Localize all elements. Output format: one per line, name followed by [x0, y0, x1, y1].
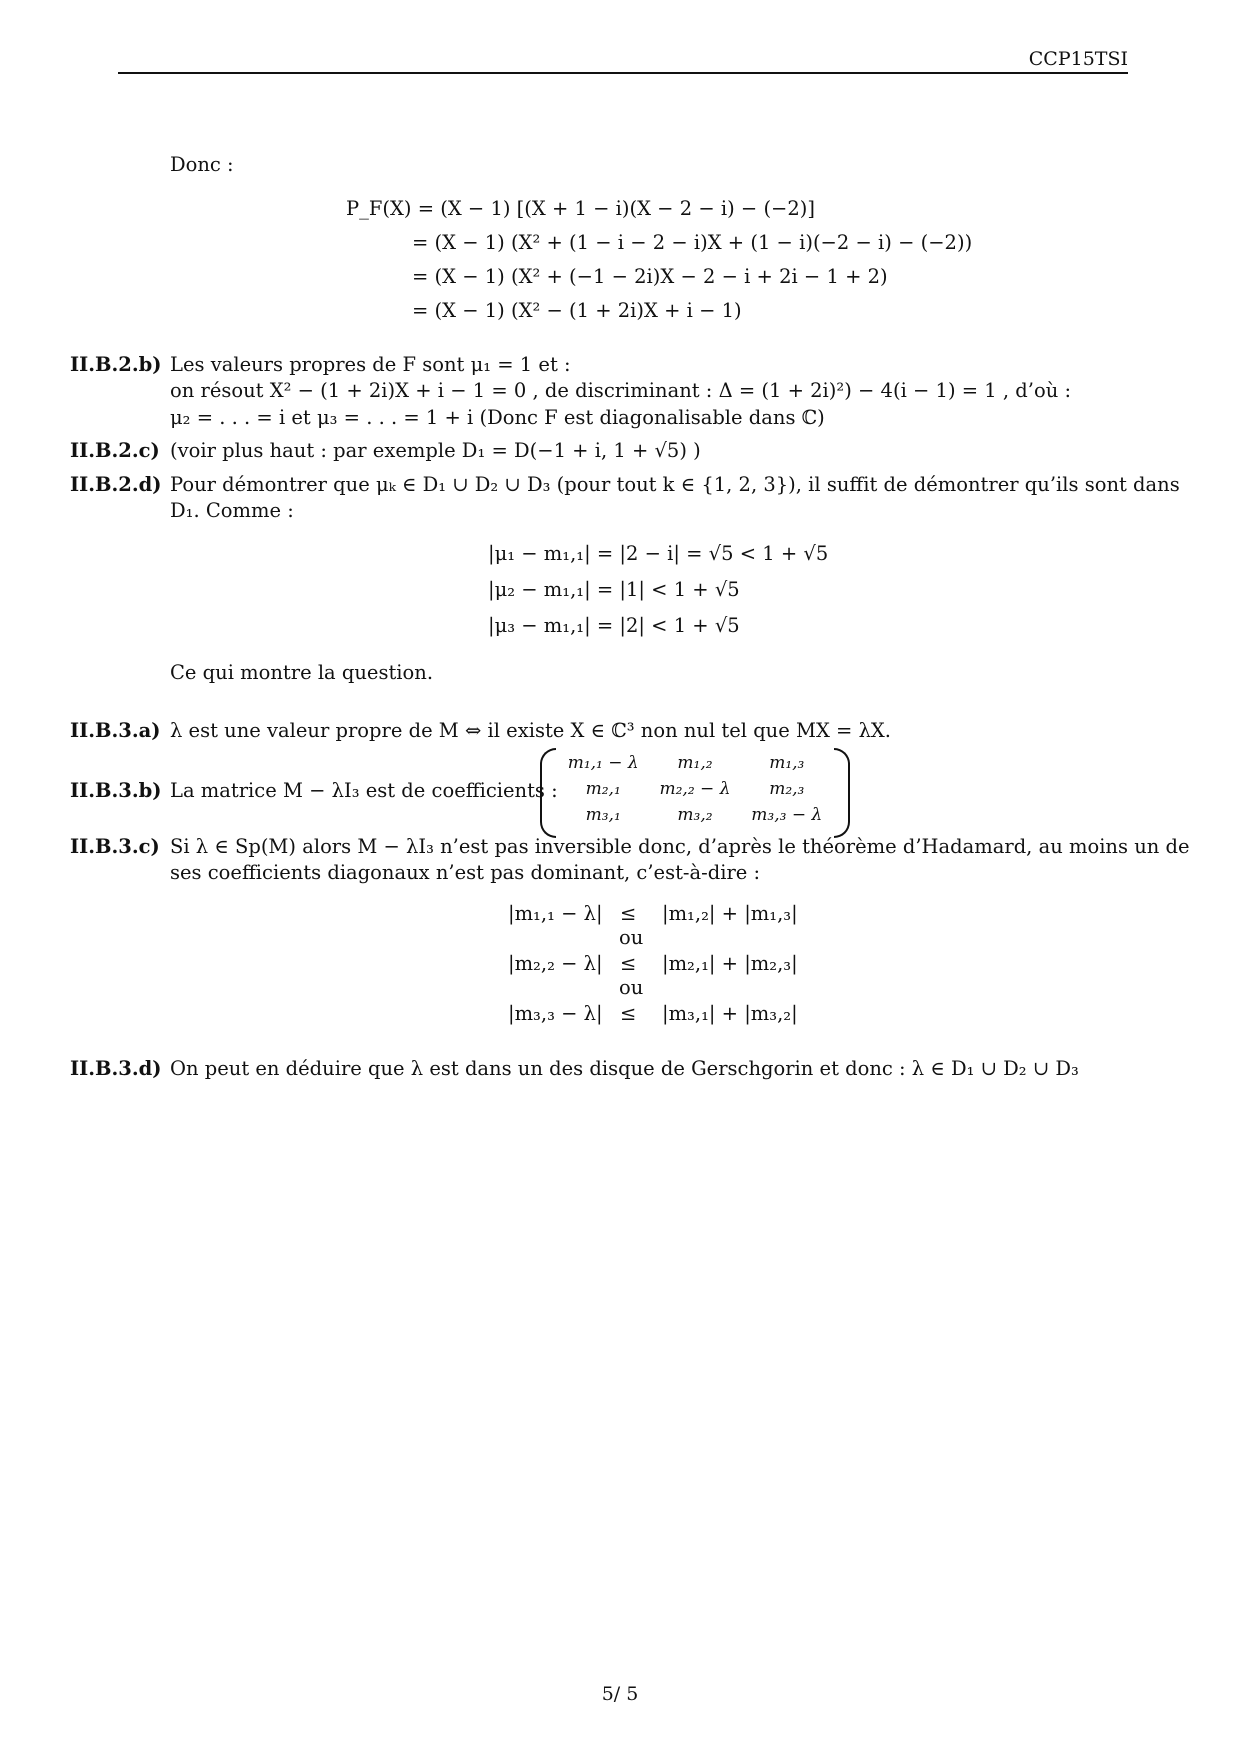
b2b-line-1: Les valeurs propres de F sont μ₁ = 1 et : — [170, 353, 571, 376]
b2d-conclusion: Ce qui montre la question. — [170, 661, 434, 684]
matrix-row — [558, 750, 832, 776]
inequality-left-1: |m₁,₁ − λ| — [508, 902, 603, 925]
question-label-b2d: II.B.2.d) — [70, 473, 162, 496]
intro-text: Donc : — [170, 153, 234, 176]
b3d-text: On peut en déduire que λ est dans un des disque de Gerschgorin et donc : λ ∈ D₁ ∪ D₂ ∪ D₃ — [170, 1057, 1079, 1080]
b2b-line-2: on résout X² − (1 + 2i)X + i − 1 = 0 , de discriminant : Δ = (1 + 2i)²) − 4(i − 1) = 1 , d’où : — [170, 379, 1072, 402]
connector-ou-2: ou — [619, 976, 644, 999]
inequality-right-3: |m₃,₁| + |m₃,₂| — [662, 1002, 798, 1025]
matrix-row — [558, 802, 832, 828]
matrix-cell: m₂,₃ — [769, 779, 805, 799]
matrix-cell: m₃,₃ − λ — [751, 805, 823, 825]
matrix-left-paren — [540, 748, 556, 838]
page-number: 5/ 5 — [601, 1683, 639, 1705]
inequality-relation-3: ≤ — [620, 1002, 637, 1025]
connector-ou-1: ou — [619, 926, 644, 949]
b2d-line-2: D₁. Comme : — [170, 499, 294, 522]
pf-equation-line-4: = (X − 1) (X² − (1 + 2i)X + i − 1) — [412, 299, 742, 322]
b3a-text: λ est une valeur propre de M ⇔ il existe X ∈ ℂ³ non nul tel que MX = λX. — [170, 719, 892, 742]
matrix-cell: m₁,₁ − λ — [567, 753, 639, 773]
pf-equation-line-2: = (X − 1) (X² + (1 − i − 2 − i)X + (1 − i)(−2 − i) − (−2)) — [412, 231, 973, 254]
question-label-b2b: II.B.2.b) — [70, 353, 162, 376]
question-label-b3c: II.B.3.c) — [70, 835, 160, 858]
question-label-b3b: II.B.3.b) — [70, 779, 162, 802]
b2d-line-1: Pour démontrer que μₖ ∈ D₁ ∪ D₂ ∪ D₃ (pour tout k ∈ {1, 2, 3}), il suffit de démontrer qu’ils sont dans — [170, 473, 1180, 496]
inequality-left-3: |m₃,₃ − λ| — [508, 1002, 603, 1025]
inequality-left-2: |m₂,₂ − λ| — [508, 952, 603, 975]
b3c-line-1: Si λ ∈ Sp(M) alors M − λI₃ n’est pas inversible donc, d’après le théorème d’Hadamard, au moins un de — [170, 835, 1190, 858]
page-header — [118, 44, 1128, 74]
matrix-body — [558, 750, 832, 828]
matrix-cell: m₂,₂ − λ — [659, 779, 731, 799]
inequality-relation-1: ≤ — [620, 902, 637, 925]
coefficient-matrix — [540, 748, 850, 834]
matrix-cell: m₁,₂ — [677, 753, 713, 773]
b2d-equation-3: |μ₃ − m₁,₁| = |2| < 1 + √5 — [488, 614, 740, 637]
question-label-b3d: II.B.3.d) — [70, 1057, 162, 1080]
b2d-equation-1: |μ₁ − m₁,₁| = |2 − i| = √5 < 1 + √5 — [488, 542, 829, 565]
b2c-text: (voir plus haut : par exemple D₁ = D(−1 + i, 1 + √5) ) — [170, 439, 701, 462]
matrix-cell: m₃,₂ — [677, 805, 713, 825]
pf-equation-line-3: = (X − 1) (X² + (−1 − 2i)X − 2 − i + 2i − 1 + 2) — [412, 265, 888, 288]
b3c-line-2: ses coefficients diagonaux n’est pas dominant, c’est-à-dire : — [170, 861, 761, 884]
header-code: CCP15TSI — [1028, 48, 1128, 70]
matrix-cell: m₃,₁ — [585, 805, 621, 825]
matrix-right-paren — [834, 748, 850, 838]
inequality-right-1: |m₁,₂| + |m₁,₃| — [662, 902, 798, 925]
b2b-line-3: μ₂ = . . . = i et μ₃ = . . . = 1 + i (Donc F est diagonalisable dans ℂ) — [170, 406, 825, 429]
question-label-b3a: II.B.3.a) — [70, 719, 161, 742]
inequality-relation-2: ≤ — [620, 952, 637, 975]
matrix-cell: m₂,₁ — [585, 779, 621, 799]
pf-equation-line-1: P_F(X) = (X − 1) [(X + 1 − i)(X − 2 − i) − (−2)] — [346, 197, 816, 220]
matrix-row — [558, 776, 832, 802]
matrix-cell: m₁,₃ — [769, 753, 805, 773]
question-label-b2c: II.B.2.c) — [70, 439, 160, 462]
b2d-equation-2: |μ₂ − m₁,₁| = |1| < 1 + √5 — [488, 578, 740, 601]
b3b-text: La matrice M − λI₃ est de coefficients : — [170, 779, 558, 802]
inequality-right-2: |m₂,₁| + |m₂,₃| — [662, 952, 798, 975]
